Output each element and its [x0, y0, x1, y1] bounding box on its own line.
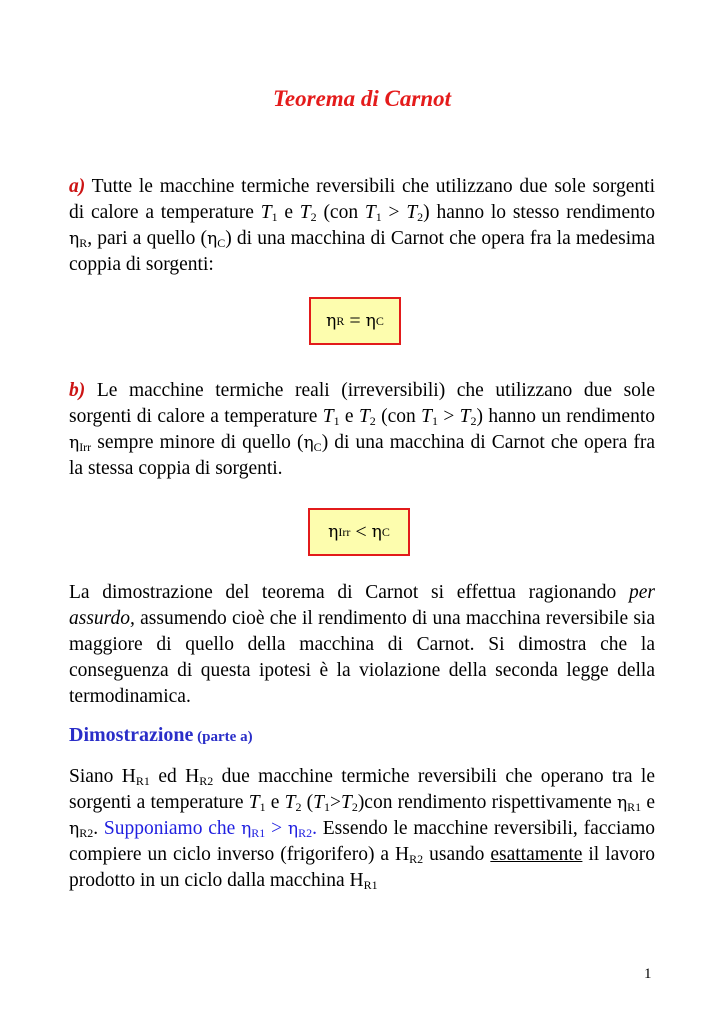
- text: Le macchine termiche reali (irreversibili) che utilizzano due sole sorgenti di calore a temperature: [69, 380, 655, 427]
- text: sempre minore di quello (: [91, 432, 304, 453]
- text: .: [93, 818, 104, 839]
- subscript: 2: [417, 210, 424, 224]
- text: e: [339, 406, 359, 427]
- text: >: [381, 202, 407, 223]
- symbol-t1: T: [322, 406, 334, 427]
- paragraph-intro: [69, 580, 655, 710]
- text: due macchine termiche reversibili che operano tra le sorgenti a temperature: [69, 766, 655, 813]
- text: e: [277, 202, 300, 223]
- page-title: Teorema di Carnot: [272, 86, 452, 111]
- symbol-eta: η: [616, 793, 628, 813]
- text: >: [329, 792, 341, 813]
- page-number: 1: [644, 966, 652, 982]
- symbol-eta: η: [328, 522, 339, 542]
- text: >: [265, 818, 288, 839]
- underlined-text: esattamente: [490, 844, 583, 865]
- symbol-eta: η: [326, 311, 337, 331]
- text: e: [641, 792, 655, 813]
- symbol-t2: T: [340, 792, 352, 813]
- section-heading: [69, 724, 253, 747]
- label-b: b): [69, 380, 86, 401]
- text: Siano H: [69, 766, 136, 787]
- formula-box-b: η Irr < η C: [308, 508, 410, 556]
- text: Supponiamo che: [103, 818, 242, 839]
- symbol-eta: η: [287, 819, 299, 839]
- symbol-t2: T: [459, 406, 471, 427]
- paragraph-part-b: [69, 378, 655, 482]
- text: Tutte le macchine termiche reversibili che utilizzano due sole sorgenti di calore a temperature: [69, 176, 655, 223]
- text: ed H: [149, 766, 200, 787]
- text: .: [312, 818, 317, 839]
- symbol-t2: T: [284, 792, 296, 813]
- subscript: R2: [79, 826, 94, 840]
- symbol-t1: T: [313, 792, 324, 813]
- formula-box-a: η R = η C: [309, 297, 401, 345]
- subscript: 1: [431, 414, 438, 428]
- symbol-eta: η: [241, 819, 252, 839]
- text: (: [301, 792, 314, 813]
- subscript: 2: [310, 210, 317, 224]
- text: ) di una macchina di Carnot che opera fra la stessa coppia di sorgenti.: [69, 432, 655, 479]
- subscript: R1: [135, 774, 150, 788]
- symbol-t1: T: [248, 792, 260, 813]
- text: , pari a quello (: [87, 228, 208, 249]
- subscript: 2: [470, 414, 477, 428]
- operator: <: [350, 520, 372, 543]
- subscript: 2: [369, 414, 376, 428]
- subscript: R2: [199, 774, 214, 788]
- text: il lavoro prodotto in un ciclo dalla macchina H: [69, 844, 656, 891]
- text: e: [265, 792, 285, 813]
- text: usando: [423, 844, 491, 865]
- subscript: 1: [271, 210, 278, 224]
- text: ) hanno lo stesso rendimento: [423, 202, 656, 223]
- paragraph-part-a: [69, 174, 655, 278]
- symbol-t2: T: [358, 406, 370, 427]
- symbol-eta: η: [69, 229, 80, 249]
- subscript: C: [217, 236, 226, 250]
- operator: =: [344, 309, 366, 332]
- symbol-t1: T: [364, 202, 376, 223]
- text: )con rendimento rispettivamente: [357, 792, 617, 813]
- heading-sub: (parte a): [193, 729, 253, 745]
- subscript: 2: [351, 800, 358, 814]
- symbol-eta: η: [69, 433, 80, 453]
- symbol-t1: T: [260, 202, 272, 223]
- text: (con: [375, 406, 422, 427]
- text: La dimostrazione del teorema di Carnot si effettua ragionando: [69, 582, 629, 603]
- hypothesis-text: [104, 818, 317, 839]
- subscript: R1: [363, 878, 378, 892]
- subscript: 1: [375, 210, 382, 224]
- italic-text: per assurdo,: [69, 582, 655, 629]
- subscript: 1: [323, 800, 330, 814]
- subscript: R1: [627, 800, 642, 814]
- symbol-eta: η: [303, 433, 314, 453]
- symbol-eta: η: [371, 522, 382, 542]
- text: ) di una macchina di Carnot che opera fra la medesima coppia di sorgenti:: [69, 228, 655, 275]
- symbol-t2: T: [299, 202, 311, 223]
- heading-main: Dimostrazione: [69, 724, 194, 746]
- paragraph-demonstration: [69, 764, 655, 894]
- subscript: C: [313, 440, 322, 454]
- symbol-t1: T: [421, 406, 432, 427]
- text: ) hanno un rendimento: [476, 406, 656, 427]
- text: assumendo cioè che il rendimento di una macchina reversibile sia maggiore di quello della macchina di Carnot. Si dimostra che la conseguenza di questa ipotesi è la violazione della seconda legge della termodinamica.: [69, 608, 655, 707]
- subscript: 2: [295, 800, 302, 814]
- subscript: 1: [333, 414, 340, 428]
- subscript: R1: [251, 826, 266, 840]
- text: Essendo le macchine reversibili, facciamo compiere un ciclo inverso (frigorifero) a H: [69, 818, 656, 865]
- label-a: a): [69, 176, 86, 197]
- subscript: R2: [298, 826, 313, 840]
- symbol-t2: T: [406, 202, 418, 223]
- symbol-eta: η: [207, 229, 218, 249]
- subscript: R2: [409, 852, 424, 866]
- subscript: Irr: [79, 440, 92, 454]
- subscript: R: [79, 236, 88, 250]
- text: >: [437, 406, 460, 427]
- symbol-eta: η: [69, 819, 80, 839]
- symbol-eta: η: [365, 311, 376, 331]
- subscript: 1: [259, 800, 266, 814]
- text: (con: [316, 202, 365, 223]
